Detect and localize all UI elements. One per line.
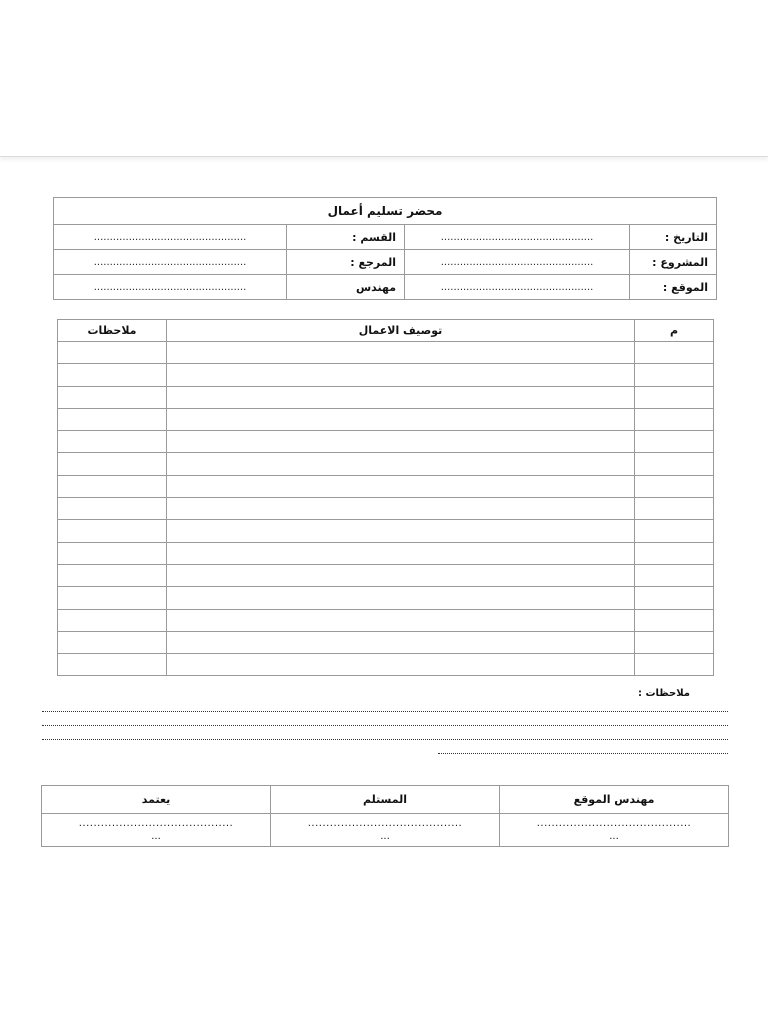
row-number-cell[interactable] (635, 475, 714, 497)
department-label: القسم : (287, 225, 405, 250)
site-engineer-signature[interactable] (500, 814, 729, 847)
signature-ellipsis: ... (609, 831, 619, 842)
project-field[interactable]: ................................................ (405, 250, 630, 275)
table-row (58, 564, 714, 586)
row-description-cell[interactable] (167, 587, 635, 609)
column-header-number: م (635, 320, 714, 342)
engineer-label: مهندس (287, 275, 405, 300)
table-row (58, 386, 714, 408)
row-description-cell[interactable] (167, 520, 635, 542)
row-number-cell[interactable] (635, 453, 714, 475)
row-notes-cell[interactable] (58, 453, 167, 475)
row-description-cell[interactable] (167, 342, 635, 364)
row-description-cell[interactable] (167, 542, 635, 564)
row-number-cell[interactable] (635, 408, 714, 430)
row-number-cell[interactable] (635, 654, 714, 676)
page-top-band (0, 0, 768, 157)
row-notes-cell[interactable] (58, 475, 167, 497)
note-line[interactable] (42, 739, 728, 740)
signature-dots: .......................................... (536, 818, 692, 829)
row-notes-cell[interactable] (58, 408, 167, 430)
row-number-cell[interactable] (635, 431, 714, 453)
approver-signature[interactable] (42, 814, 271, 847)
row-description-cell[interactable] (167, 609, 635, 631)
row-description-cell[interactable] (167, 364, 635, 386)
row-description-cell[interactable] (167, 408, 635, 430)
table-row (58, 498, 714, 520)
department-field[interactable]: ................................................ (54, 225, 287, 250)
row-notes-cell[interactable] (58, 520, 167, 542)
table-row (58, 587, 714, 609)
row-description-cell[interactable] (167, 654, 635, 676)
row-description-cell[interactable] (167, 453, 635, 475)
row-notes-cell[interactable] (58, 364, 167, 386)
column-header-notes: ملاحظات (58, 320, 167, 342)
form-header-table (53, 197, 717, 300)
row-description-cell[interactable] (167, 475, 635, 497)
signature-table (41, 785, 729, 847)
date-label: التاريخ : (630, 225, 717, 250)
date-field[interactable]: ................................................ (405, 225, 630, 250)
row-notes-cell[interactable] (58, 609, 167, 631)
row-notes-cell[interactable] (58, 386, 167, 408)
row-number-cell[interactable] (635, 542, 714, 564)
row-number-cell[interactable] (635, 631, 714, 653)
table-row (58, 431, 714, 453)
note-line[interactable] (42, 725, 728, 726)
row-notes-cell[interactable] (58, 587, 167, 609)
column-header-description: توصيف الاعمال (167, 320, 635, 342)
row-notes-cell[interactable] (58, 542, 167, 564)
receiver-signature[interactable] (271, 814, 500, 847)
row-description-cell[interactable] (167, 631, 635, 653)
row-notes-cell[interactable] (58, 654, 167, 676)
receiver-header: المستلم (271, 786, 500, 814)
works-header-row (58, 320, 714, 342)
row-description-cell[interactable] (167, 431, 635, 453)
table-row (58, 408, 714, 430)
note-line[interactable] (438, 753, 728, 754)
form-title: محضر تسليم أعمال (54, 198, 717, 225)
signature-ellipsis: ... (151, 831, 161, 842)
row-notes-cell[interactable] (58, 631, 167, 653)
reference-label: المرجع : (287, 250, 405, 275)
table-row (58, 609, 714, 631)
site-label: الموقع : (630, 275, 717, 300)
reference-field[interactable]: ................................................ (54, 250, 287, 275)
row-number-cell[interactable] (635, 342, 714, 364)
row-notes-cell[interactable] (58, 498, 167, 520)
engineer-field[interactable]: ................................................ (54, 275, 287, 300)
row-description-cell[interactable] (167, 564, 635, 586)
row-number-cell[interactable] (635, 609, 714, 631)
row-notes-cell[interactable] (58, 431, 167, 453)
signature-ellipsis: ... (380, 831, 390, 842)
notes-label: ملاحظات : (637, 688, 690, 699)
row-notes-cell[interactable] (58, 342, 167, 364)
row-notes-cell[interactable] (58, 564, 167, 586)
table-row (58, 654, 714, 676)
row-number-cell[interactable] (635, 364, 714, 386)
row-number-cell[interactable] (635, 564, 714, 586)
table-row (58, 453, 714, 475)
row-number-cell[interactable] (635, 520, 714, 542)
signature-dots: .......................................... (307, 818, 463, 829)
approver-header: يعتمد (42, 786, 271, 814)
row-number-cell[interactable] (635, 587, 714, 609)
site-field[interactable]: ................................................ (405, 275, 630, 300)
row-description-cell[interactable] (167, 498, 635, 520)
table-row (58, 364, 714, 386)
project-label: المشروع : (630, 250, 717, 275)
table-row (58, 631, 714, 653)
row-description-cell[interactable] (167, 386, 635, 408)
row-number-cell[interactable] (635, 386, 714, 408)
table-row (58, 542, 714, 564)
note-line[interactable] (42, 711, 728, 712)
table-row (58, 520, 714, 542)
table-row (58, 342, 714, 364)
site-engineer-header: مهندس الموقع (500, 786, 729, 814)
table-row (58, 475, 714, 497)
works-table (57, 319, 714, 676)
signature-dots: .......................................... (78, 818, 234, 829)
row-number-cell[interactable] (635, 498, 714, 520)
